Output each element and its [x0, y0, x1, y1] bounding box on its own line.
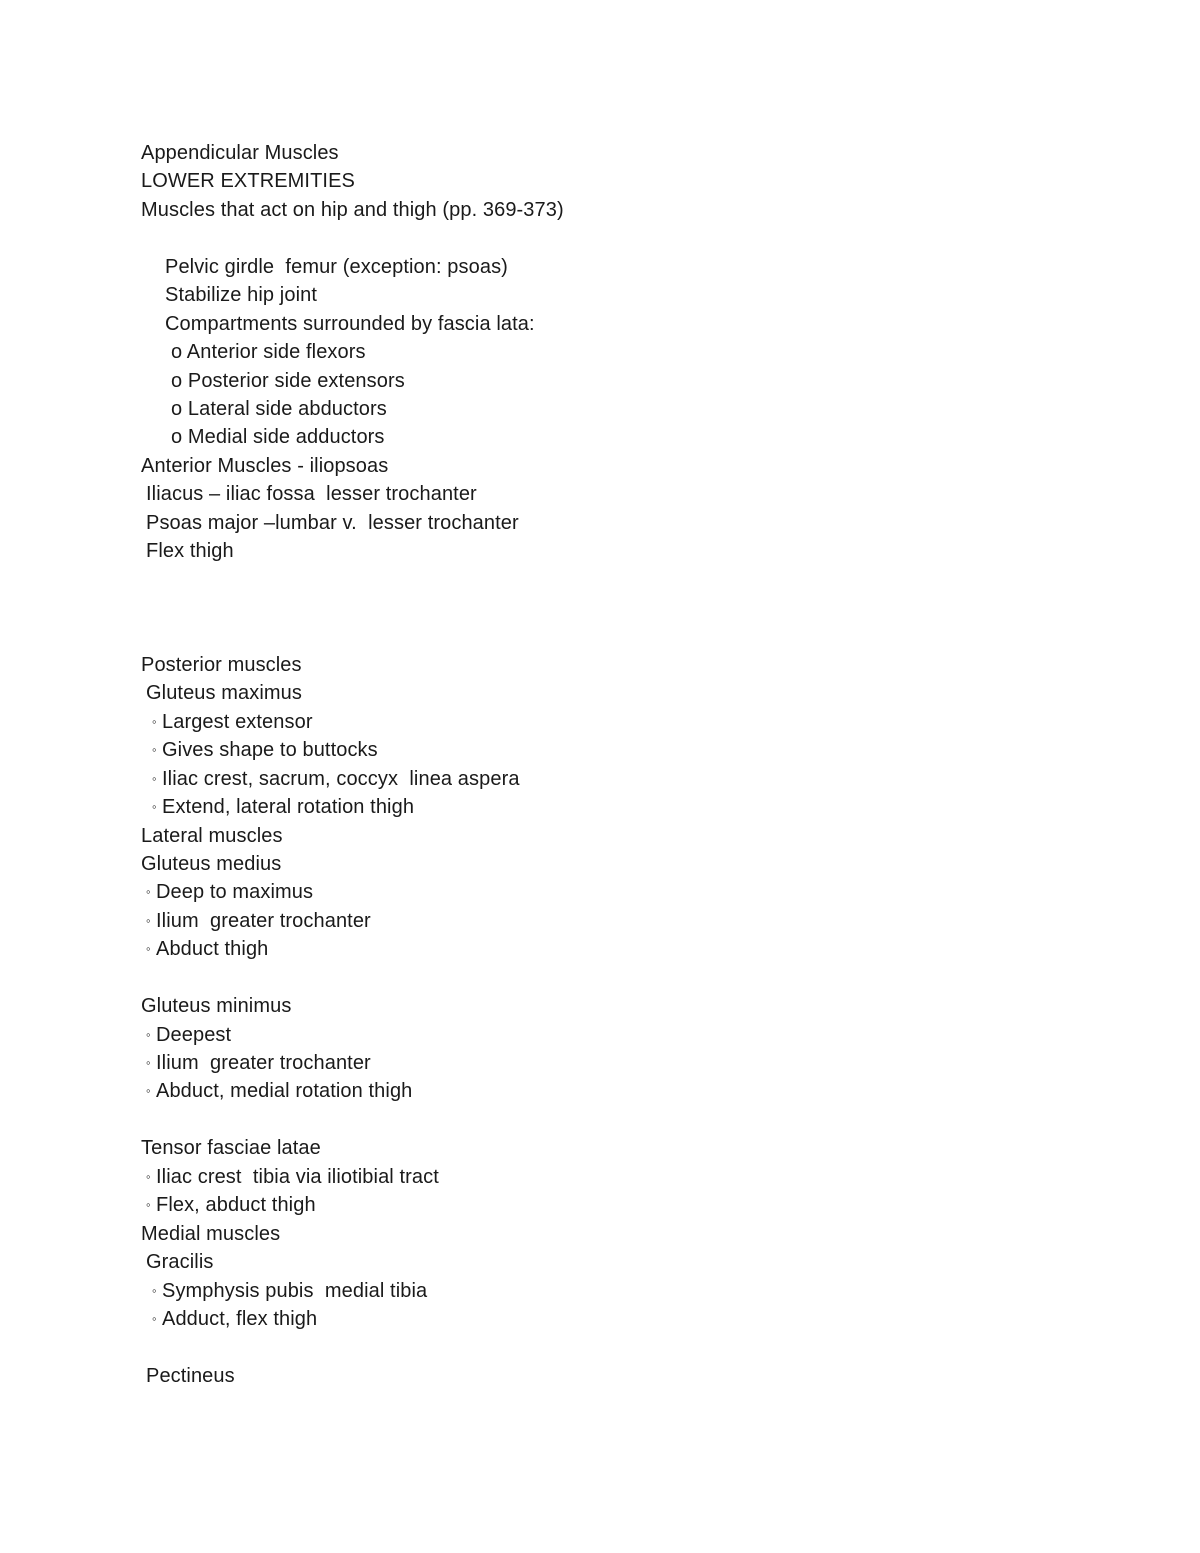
bullet-text: Iliac crest, sacrum, coccyx linea aspera — [162, 767, 520, 790]
bullet-item — [141, 935, 1041, 963]
anterior-item: Flex thigh — [146, 540, 234, 563]
compartment-item: o Anterior side flexors — [171, 341, 366, 364]
blank-line — [141, 594, 1041, 622]
bullet-text: Symphysis pubis medial tibia — [162, 1279, 428, 1302]
document-subtitle: LOWER EXTREMITIES — [141, 170, 355, 193]
bullet-text: Gives shape to buttocks — [162, 739, 378, 762]
bullet-item — [141, 736, 1041, 764]
compartment-item: o Medial side adductors — [171, 426, 385, 449]
bullet-text: Flex, abduct thigh — [156, 1194, 316, 1217]
bullet-item — [141, 1021, 1041, 1049]
hip-point: Compartments surrounded by fascia lata: — [165, 312, 535, 335]
section-heading: Muscles that act on hip and thigh (pp. 369-373) — [141, 198, 564, 221]
blank-line — [141, 964, 1041, 992]
bullet-item — [141, 1077, 1041, 1105]
bullet-text: Adduct, flex thigh — [162, 1307, 318, 1330]
bullet-text: Abduct, medial rotation thigh — [156, 1080, 413, 1103]
bullet-icon: ◦ — [146, 1197, 151, 1213]
bullet-icon: ◦ — [152, 799, 157, 815]
bullet-item — [141, 1163, 1041, 1191]
blank-line — [141, 566, 1041, 594]
bullet-icon: ◦ — [152, 713, 157, 729]
bullet-item — [141, 708, 1041, 736]
bullet-item — [141, 1191, 1041, 1219]
tensor-title: Tensor fasciae latae — [141, 1137, 321, 1160]
medial-heading: Medial muscles — [141, 1222, 281, 1245]
blank-line — [141, 1333, 1041, 1361]
bullet-item — [141, 793, 1041, 821]
bullet-icon: ◦ — [152, 770, 157, 786]
bullet-text: Deepest — [156, 1023, 232, 1046]
bullet-text: Largest extensor — [162, 710, 313, 733]
bullet-icon: ◦ — [146, 941, 151, 957]
lateral-heading: Lateral muscles — [141, 824, 283, 847]
bullet-text: Abduct thigh — [156, 938, 269, 961]
document-title: Appendicular Muscles — [141, 142, 339, 164]
bullet-item — [141, 1305, 1041, 1333]
gracilis-title: Gracilis — [146, 1251, 214, 1274]
compartment-item: o Posterior side extensors — [171, 369, 405, 392]
bullet-text: Deep to maximus — [156, 881, 314, 904]
bullet-text: Iliac crest tibia via iliotibial tract — [156, 1165, 439, 1188]
compartment-item: o Lateral side abductors — [171, 397, 387, 420]
gluteus-minimus-title: Gluteus minimus — [141, 995, 292, 1018]
hip-point: Stabilize hip joint — [165, 284, 317, 307]
bullet-item — [141, 907, 1041, 935]
bullet-icon: ◦ — [146, 912, 151, 928]
bullet-icon: ◦ — [152, 742, 157, 758]
bullet-item — [141, 765, 1041, 793]
bullet-text: Ilium greater trochanter — [156, 1052, 371, 1074]
bullet-item — [141, 1277, 1041, 1305]
bullet-icon: ◦ — [146, 1055, 151, 1070]
blank-line — [141, 224, 1041, 252]
bullet-icon: ◦ — [146, 884, 151, 900]
bullet-icon: ◦ — [146, 1083, 151, 1099]
bullet-icon: ◦ — [146, 1026, 151, 1042]
gluteus-medius-title: Gluteus medius — [141, 852, 282, 875]
anterior-item: Iliacus – iliac fossa lesser trochanter — [146, 483, 477, 506]
posterior-heading: Posterior muscles — [141, 653, 302, 676]
hip-point: Pelvic girdle femur (exception: psoas) — [165, 255, 508, 278]
bullet-icon: ◦ — [146, 1168, 151, 1184]
bullet-text: Extend, lateral rotation thigh — [162, 796, 415, 819]
gluteus-maximus-title: Gluteus maximus — [146, 682, 302, 705]
pectineus-title: Pectineus — [146, 1364, 235, 1387]
bullet-icon: ◦ — [152, 1310, 157, 1326]
anterior-item: Psoas major –lumbar v. lesser trochanter — [146, 511, 519, 534]
bullet-item — [141, 1049, 1041, 1077]
anterior-heading: Anterior Muscles - iliopsoas — [141, 454, 389, 477]
blank-line — [141, 1106, 1041, 1134]
document-body — [141, 139, 1041, 1390]
bullet-item — [141, 878, 1041, 906]
blank-line — [141, 622, 1041, 650]
bullet-icon: ◦ — [152, 1282, 157, 1298]
bullet-text: Ilium greater trochanter — [156, 909, 371, 932]
